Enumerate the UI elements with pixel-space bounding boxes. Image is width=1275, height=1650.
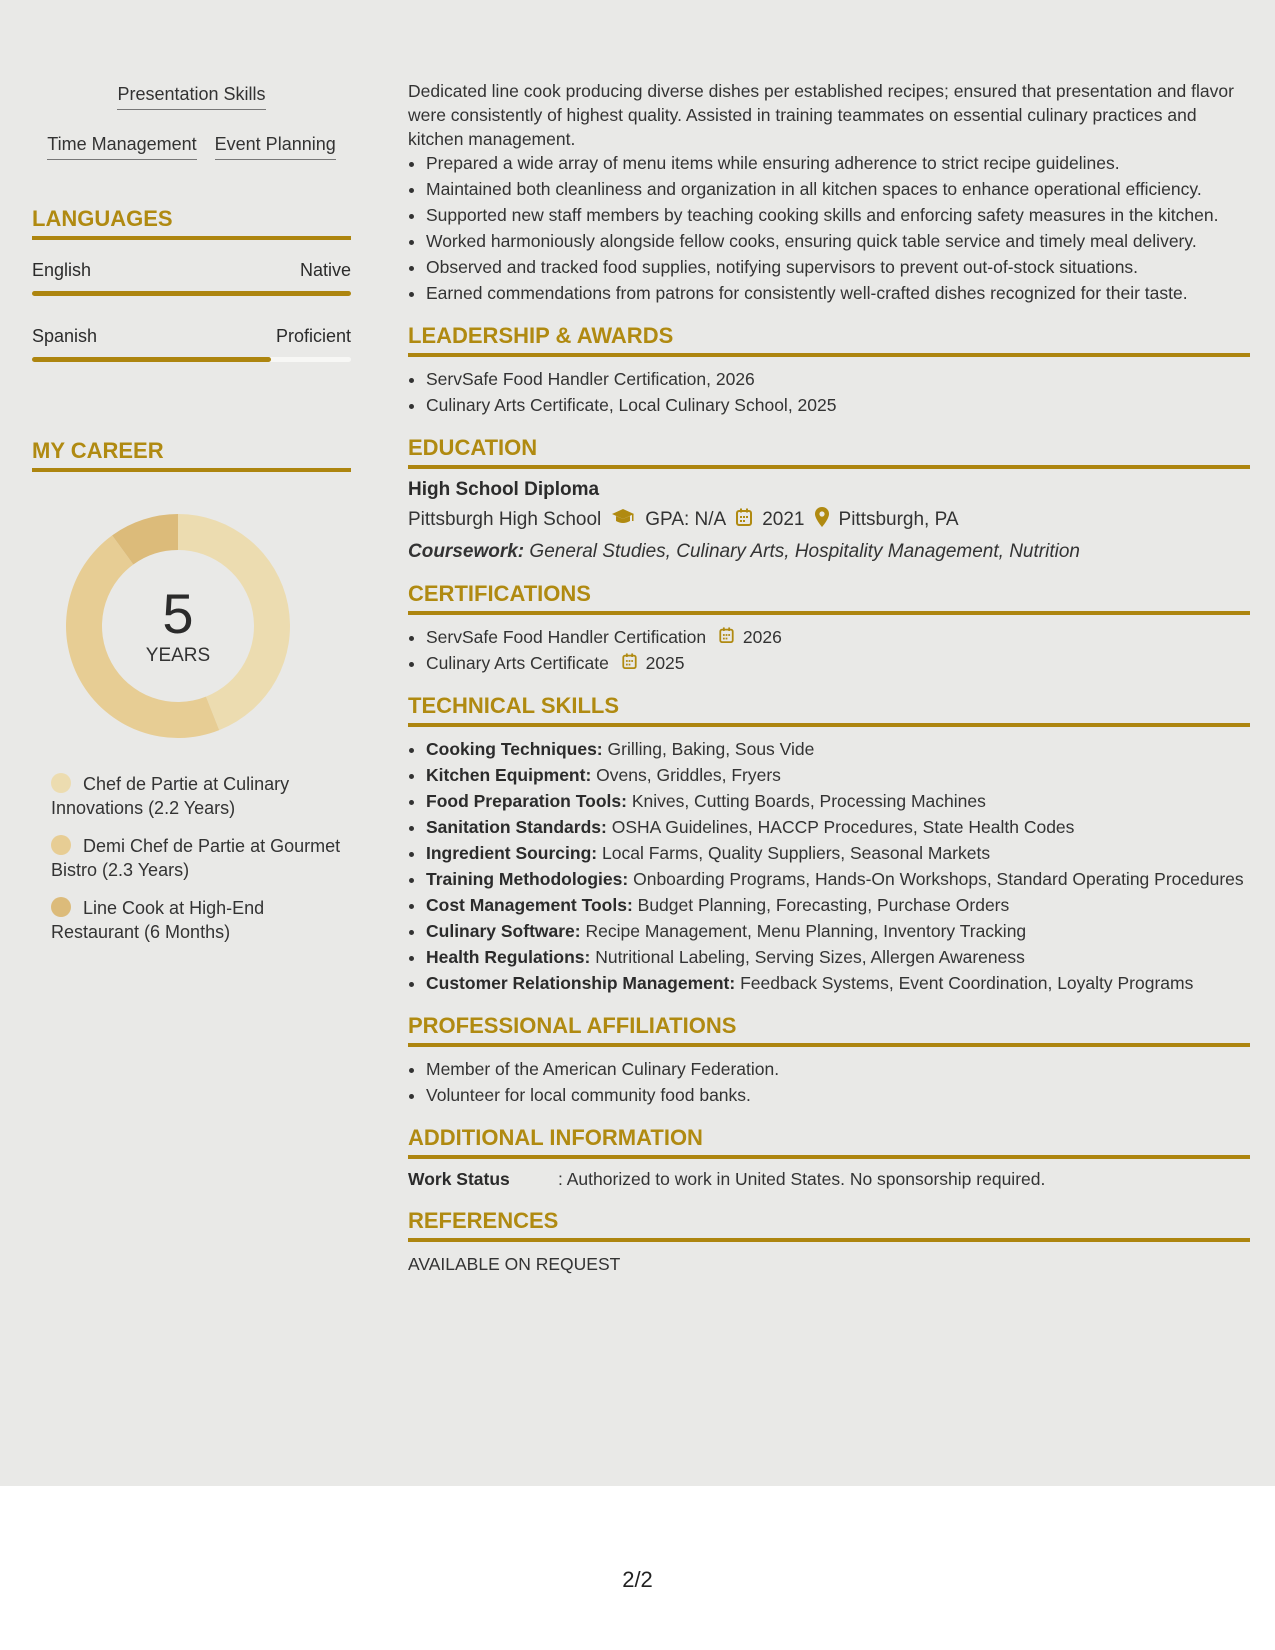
language-bar [32, 291, 351, 296]
graduation-cap-icon [611, 508, 635, 532]
experience-bullet: • Maintained both cleanliness and organization in all kitchen spaces to enhance operational efficiency. [426, 177, 1250, 201]
experience-bullet: • Supported new staff members by teaching cooking skills and enforcing safety measures in the kitchen. [426, 203, 1250, 227]
skill-value: Ovens, Griddles, Fryers [596, 765, 781, 785]
education-year: 2021 [762, 509, 805, 530]
career-legend-item [51, 896, 351, 944]
skill-value: Budget Planning, Forecasting, Purchase Orders [637, 895, 1010, 915]
technical-skill-item [426, 841, 1250, 865]
certification-year: 2025 [645, 653, 685, 673]
leadership-item: • Culinary Arts Certificate, Local Culinary School, 2025 [426, 393, 1250, 417]
career-legend-label: Chef de Partie at Culinary Innovations (2.2 Years) [51, 774, 290, 818]
certification-item [426, 625, 1250, 649]
skill-key: Customer Relationship Management: [426, 973, 736, 993]
career-heading: MY CAREER [32, 438, 351, 472]
technical-skill-item [426, 867, 1250, 891]
experience-summary: Dedicated line cook producing diverse dishes per established recipes; ensured that presentation and flavor were consistently of highest quality. Assisted in training teammates on essential culinary practices and kitchen management. [408, 81, 1234, 149]
technical-skill-item [426, 789, 1250, 813]
legend-dot [51, 773, 71, 793]
technical-skill-item [426, 945, 1250, 969]
career-years-number: 5 [162, 582, 194, 645]
calendar-icon [622, 651, 637, 675]
coursework-value: General Studies, Culinary Arts, Hospitality Management, Nutrition [529, 541, 1080, 562]
education-school: Pittsburgh High School [408, 509, 602, 530]
left-column [32, 84, 351, 958]
language-name: English [32, 260, 92, 280]
page-number: 2/2 [622, 1567, 653, 1592]
work-status-row [408, 1169, 1250, 1190]
language-bar [32, 357, 351, 362]
career-legend-label: Demi Chef de Partie at Gourmet Bistro (2.3 Years) [51, 836, 341, 880]
leadership-list [408, 367, 1250, 417]
coursework-label: Coursework: [408, 541, 525, 562]
affiliations-heading: PROFESSIONAL AFFILIATIONS [408, 1013, 1250, 1047]
experience-bullet: • Worked harmoniously alongside fellow cooks, ensuring quick table service and timely meal delivery. [426, 229, 1250, 253]
career-legend [32, 772, 351, 944]
language-level: Native [299, 260, 351, 280]
languages-heading: LANGUAGES [32, 206, 351, 240]
certifications-heading: CERTIFICATIONS [408, 581, 1250, 615]
right-column [408, 79, 1250, 1276]
affiliations-list [408, 1057, 1250, 1107]
skill-key: Cooking Techniques: [426, 739, 603, 759]
technical-skills-list [408, 737, 1250, 995]
work-status-value: : Authorized to work in United States. No sponsorship required. [558, 1169, 1046, 1189]
skill-key: Culinary Software: [426, 921, 581, 941]
experience-bullet: • Prepared a wide array of menu items while ensuring adherence to strict recipe guidelines. [426, 151, 1250, 175]
certification-name: Culinary Arts Certificate [426, 653, 609, 673]
education-heading: EDUCATION [408, 435, 1250, 469]
experience-bullets [408, 151, 1250, 305]
affiliation-item: • Member of the American Culinary Federation. [426, 1057, 1250, 1081]
affiliation-item: • Volunteer for local community food banks. [426, 1083, 1250, 1107]
technical-skill-item [426, 763, 1250, 787]
work-status-label: Work Status [408, 1169, 510, 1189]
education-meta [408, 507, 1250, 533]
language-bar-fill [32, 291, 351, 296]
career-legend-item [51, 834, 351, 882]
technical-skill-item [426, 971, 1250, 995]
references-heading: REFERENCES [408, 1208, 1250, 1242]
skill-tag: Presentation Skills [117, 84, 265, 110]
skill-key: Ingredient Sourcing: [426, 843, 598, 863]
leadership-heading: LEADERSHIP & AWARDS [408, 323, 1250, 357]
skill-value: OSHA Guidelines, HACCP Procedures, State Health Codes [611, 817, 1075, 837]
skill-key: Cost Management Tools: [426, 895, 633, 915]
skills-row-2 [32, 134, 351, 160]
skill-key: Kitchen Equipment: [426, 765, 592, 785]
calendar-icon [736, 508, 752, 532]
skill-value: Knives, Cutting Boards, Processing Machines [631, 791, 986, 811]
skill-value: Onboarding Programs, Hands-On Workshops, Standard Operating Procedures [633, 869, 1244, 889]
technical-skill-item [426, 815, 1250, 839]
skill-value: Grilling, Baking, Sous Vide [607, 739, 815, 759]
skill-value: Local Farms, Quality Suppliers, Seasonal Markets [602, 843, 991, 863]
technical-skill-item [426, 893, 1250, 917]
location-pin-icon [815, 507, 829, 533]
language-level: Proficient [275, 326, 351, 346]
skill-value: Recipe Management, Menu Planning, Inventory Tracking [585, 921, 1027, 941]
skill-value: Nutritional Labeling, Serving Sizes, Allergen Awareness [595, 947, 1025, 967]
certification-year: 2026 [742, 627, 782, 647]
experience-bullet: • Earned commendations from patrons for consistently well-crafted dishes recognized for their taste. [426, 281, 1250, 305]
certifications-list [408, 625, 1250, 675]
language-item [32, 260, 351, 296]
education-coursework [408, 541, 1250, 563]
career-donut-chart [66, 514, 290, 738]
languages-list [32, 260, 351, 362]
education-gpa: GPA: N/A [645, 509, 727, 530]
career-years-label: YEARS [145, 645, 211, 666]
legend-dot [51, 835, 71, 855]
skill-value: Feedback Systems, Event Coordination, Loyalty Programs [740, 973, 1194, 993]
education-degree: High School Diploma [408, 479, 600, 500]
leadership-item: • ServSafe Food Handler Certification, 2026 [426, 367, 1250, 391]
career-legend-item [51, 772, 351, 820]
technical-skill-item [426, 737, 1250, 761]
language-item [32, 326, 351, 362]
language-bar-fill [32, 357, 271, 362]
skill-key: Sanitation Standards: [426, 817, 607, 837]
technical-skill-item [426, 919, 1250, 943]
calendar-icon [719, 625, 734, 649]
skill-key: Food Preparation Tools: [426, 791, 627, 811]
legend-dot [51, 897, 71, 917]
technical-skills-heading: TECHNICAL SKILLS [408, 693, 1250, 727]
certification-item [426, 651, 1250, 675]
skill-key: Health Regulations: [426, 947, 591, 967]
references-text: AVAILABLE ON REQUEST [408, 1254, 621, 1274]
skill-tag: Event Planning [215, 134, 336, 160]
career-legend-label: Line Cook at High-End Restaurant (6 Months) [51, 898, 265, 942]
language-name: Spanish [32, 326, 98, 346]
education-location: Pittsburgh, PA [838, 509, 959, 530]
certification-name: ServSafe Food Handler Certification [426, 627, 707, 647]
skill-tag: Time Management [47, 134, 196, 160]
skills-row-1 [32, 84, 351, 110]
additional-info-heading: ADDITIONAL INFORMATION [408, 1125, 1250, 1159]
skill-key: Training Methodologies: [426, 869, 629, 889]
experience-bullet: • Observed and tracked food supplies, notifying supervisors to prevent out-of-stock situations. [426, 255, 1250, 279]
